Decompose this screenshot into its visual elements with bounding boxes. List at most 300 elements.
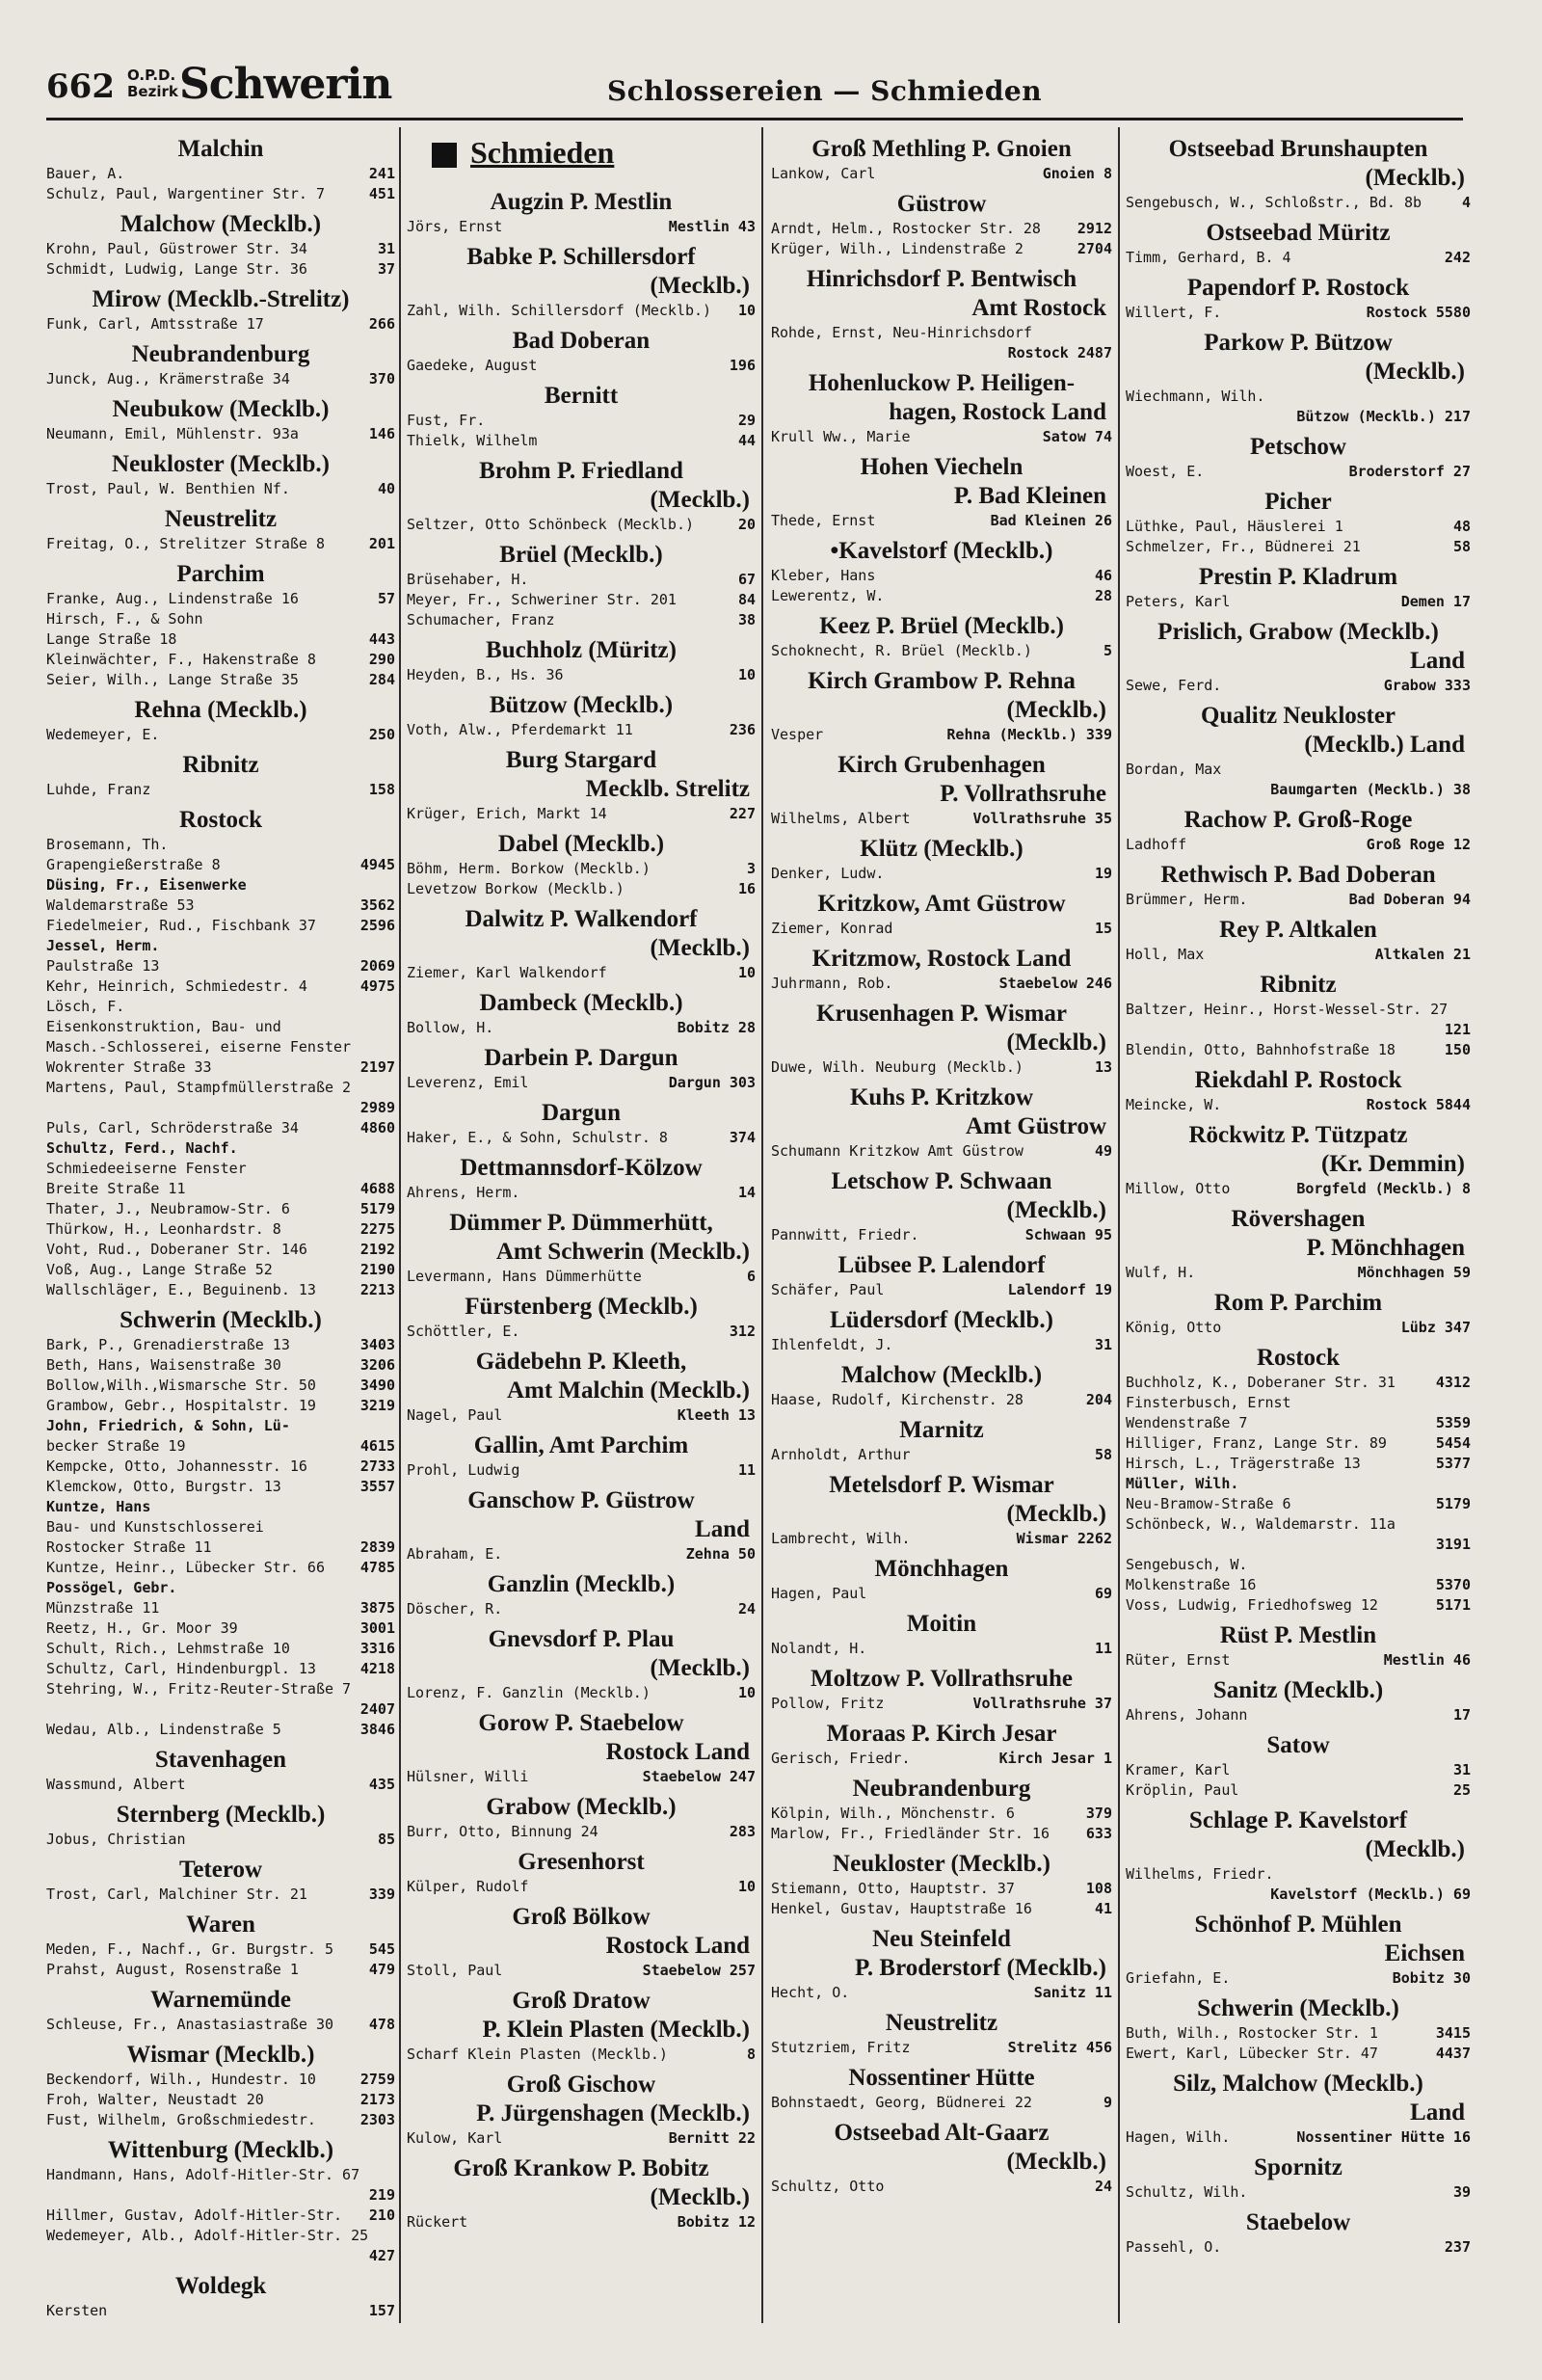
place-name: Groß Gischow <box>506 2072 656 2098</box>
list-item <box>46 314 395 334</box>
place-name: Staebelow <box>1245 2209 1351 2235</box>
place-heading <box>771 1850 1112 1879</box>
list-item <box>407 515 756 535</box>
entry-name: Hirsch, L., Trägerstraße 13 <box>1126 1455 1361 1472</box>
entry-name: Kuntze, Hans <box>46 1498 151 1515</box>
entry-name: Paulstraße 13 <box>46 957 160 975</box>
entry-phone: 3557 <box>359 1478 395 1495</box>
list-item <box>1126 1263 1471 1283</box>
place-name: Parkow P. Bützow <box>1204 330 1393 356</box>
place-name-continued: (Mecklb.) <box>650 273 750 299</box>
entry-phone: 339 <box>368 1885 395 1903</box>
list-item <box>46 1260 395 1280</box>
list-item <box>407 301 756 321</box>
entry-phone: 10 <box>737 1878 756 1895</box>
entry-name: Hillmer, Gustav, Adolf-Hitler-Str. <box>46 2206 343 2224</box>
place-heading <box>771 1251 1112 1280</box>
list-item <box>407 1961 756 1981</box>
place-name: Schönhof P. Mühlen <box>1194 1912 1402 1938</box>
entry-name: Fust, Fr. <box>407 412 486 429</box>
entry-name: Handmann, Hans, Adolf-Hitler-Str. 67 <box>46 2166 360 2183</box>
place-name-continued: P. Vollrathsruhe <box>940 781 1106 807</box>
entry-name: Fust, Wilhelm, Großschmiedestr. <box>46 2111 316 2128</box>
place-name-continued: Amt Güstrow <box>965 1113 1106 1139</box>
place-name: Malchow (Mecklb.) <box>120 211 322 237</box>
list-item <box>771 219 1112 239</box>
place-name: Teterow <box>178 1857 263 1883</box>
entry-name: Meyer, Fr., Schweriner Str. 201 <box>407 591 677 608</box>
list-item <box>46 164 395 184</box>
place-heading <box>771 667 1112 725</box>
place-name: Neustrelitz <box>164 506 278 532</box>
list-item <box>771 641 1112 661</box>
entry-phone: 84 <box>737 591 756 608</box>
entry-name: Martens, Paul, Stampfmüllerstraße 2 <box>46 1079 352 1096</box>
place-name: Rostock <box>1256 1345 1341 1371</box>
entry-name: Hülsner, Willi <box>407 1768 529 1785</box>
entry-name: Hecht, O. <box>771 1984 850 2001</box>
place-name: Prislich, Grabow (Mecklb.) <box>1157 619 1439 645</box>
entry-phone: 40 <box>377 480 395 497</box>
entry-name: Trost, Carl, Malchiner Str. 21 <box>46 1885 307 1903</box>
list-item <box>46 1118 395 1138</box>
entry-name: Schäfer, Paul <box>771 1281 885 1298</box>
place-heading <box>407 327 756 356</box>
place-name: Dümmer P. Dümmerhütt, <box>449 1210 713 1236</box>
list-item <box>771 2177 1112 2197</box>
entry-phone: 48 <box>1452 518 1471 535</box>
place-heading <box>771 612 1112 641</box>
entry-name: Thede, Ernst <box>771 512 876 529</box>
place-name-continued: (Mecklb.) <box>1006 1030 1106 1056</box>
list-item <box>771 864 1112 884</box>
entry-name: Hilliger, Franz, Lange Str. 89 <box>1126 1434 1387 1452</box>
entry-name: Juhrmann, Rob. <box>771 975 893 992</box>
entry-phone: 14 <box>737 1184 756 1201</box>
list-item <box>1126 1575 1471 1595</box>
place-heading <box>771 1000 1112 1057</box>
place-heading <box>407 1154 756 1183</box>
list-item <box>407 1683 756 1703</box>
place-heading <box>46 2136 395 2165</box>
list-item <box>46 1639 395 1659</box>
entry-phone: 11 <box>737 1461 756 1479</box>
list-item <box>46 1457 395 1477</box>
list-item <box>46 670 395 690</box>
list-item <box>771 239 1112 259</box>
place-name: Fürstenberg (Mecklb.) <box>465 1294 698 1320</box>
entry-name: becker Straße 19 <box>46 1437 186 1455</box>
place-name: Gädebehn P. Kleeth, <box>475 1349 687 1375</box>
entry-phone: 227 <box>729 805 756 822</box>
entry-name: Passehl, O. <box>1126 2238 1222 2256</box>
entry-name: Jobus, Christian <box>46 1831 186 1848</box>
entry-phone: 31 <box>377 240 395 257</box>
entry-name: Masch.-Schlosserei, eiserne Fenster <box>46 1038 352 1056</box>
list-item <box>771 1529 1112 1549</box>
list-item <box>771 1225 1112 1245</box>
entry-phone: 24 <box>737 1600 756 1618</box>
list-item <box>46 1416 395 1436</box>
list-item <box>46 1335 395 1355</box>
entry-name: Wokrenter Straße 33 <box>46 1058 212 1076</box>
list-item <box>46 1355 395 1376</box>
place-name: Malchin <box>177 136 264 162</box>
list-item <box>407 1599 756 1619</box>
place-name: Rethwisch P. Bad Doberan <box>1160 862 1436 888</box>
list-item <box>407 859 756 879</box>
list-item <box>407 570 756 590</box>
place-heading <box>46 1856 395 1885</box>
list-item <box>771 1639 1112 1659</box>
entry-phone: 4860 <box>359 1119 395 1137</box>
entry-phone: Bobitz 30 <box>1392 1969 1471 1987</box>
place-name: Hohenluckow P. Heiligen- <box>808 370 1076 396</box>
list-item <box>1126 1000 1471 1020</box>
entry-phone: 3191 <box>1435 1536 1471 1553</box>
entry-name: Franke, Aug., Lindenstraße 16 <box>46 590 299 607</box>
place-name: Silz, Malchow (Mecklb.) <box>1173 2071 1423 2097</box>
list-item <box>771 974 1112 994</box>
entry-name: Schoknecht, R. Brüel (Mecklb.) <box>771 642 1032 659</box>
place-name: Rachow P. Groß-Roge <box>1183 807 1413 833</box>
place-heading <box>1126 2153 1471 2182</box>
place-name: Lüdersdorf (Mecklb.) <box>830 1307 1053 1333</box>
place-name: Lübsee P. Lalendorf <box>837 1252 1046 1278</box>
place-name-continued: Amt Schwerin (Mecklb.) <box>495 1239 750 1265</box>
place-name-continued: (Mecklb.) <box>1365 359 1465 385</box>
list-item <box>46 1057 395 1078</box>
place-heading <box>1126 274 1471 303</box>
list-item <box>46 1159 395 1179</box>
list-item <box>46 2110 395 2130</box>
entry-name: Ladhoff <box>1126 836 1187 853</box>
entry-phone: 2069 <box>359 957 395 975</box>
list-item <box>46 1598 395 1618</box>
place-name: Augzin P. Mestlin <box>490 189 673 215</box>
entry-name: Schleuse, Fr., Anastasiastraße 30 <box>46 2016 334 2033</box>
list-item <box>46 936 395 956</box>
place-heading <box>1126 1621 1471 1650</box>
entry-phone: 283 <box>729 1823 756 1840</box>
entry-phone: Mönchhagen 59 <box>1357 1264 1471 1281</box>
entry-name: Ziemer, Konrad <box>771 920 893 937</box>
entry-phone: 5377 <box>1435 1455 1471 1472</box>
entry-name: Seltzer, Otto Schönbeck (Mecklb.) <box>407 516 695 533</box>
entry-phone: Sanitz 11 <box>1033 1984 1112 2001</box>
entry-name: Kramer, Karl <box>1126 1761 1231 1778</box>
entry-phone: 37 <box>377 260 395 278</box>
list-item <box>46 875 395 896</box>
list-item <box>771 1141 1112 1162</box>
entry-name: Puls, Carl, Schröderstraße 34 <box>46 1119 299 1137</box>
district-city: Schwerin <box>179 60 392 109</box>
place-name: Neubukow (Mecklb.) <box>112 396 330 422</box>
list-item <box>46 2070 395 2090</box>
list-item <box>1126 2127 1471 2148</box>
list-item <box>46 184 395 204</box>
list-item <box>46 780 395 800</box>
entry-name: Grambow, Gebr., Hospitalstr. 19 <box>46 1397 316 1414</box>
list-item <box>46 1179 395 1199</box>
entry-phone: 3316 <box>359 1640 395 1657</box>
entry-name: Kempcke, Otto, Johannesstr. 16 <box>46 1457 307 1475</box>
place-heading <box>407 1044 756 1073</box>
entry-phone: 2596 <box>359 917 395 934</box>
black-square-marker <box>432 143 457 168</box>
list-item <box>1126 780 1471 800</box>
place-name-continued: Eichsen <box>1384 1940 1465 1966</box>
place-heading <box>1126 806 1471 835</box>
list-item <box>46 976 395 997</box>
entry-phone: 451 <box>368 185 395 202</box>
entry-name: Wilhelms, Albert <box>771 810 911 827</box>
place-heading <box>407 636 756 665</box>
entry-name: Bollow,Wilh.,Wismarsche Str. 50 <box>46 1377 316 1394</box>
entry-name: Schult, Rich., Lehmstraße 10 <box>46 1640 290 1657</box>
entry-name: Bohnstaedt, Georg, Büdnerei 22 <box>771 2094 1032 2111</box>
list-item <box>1126 1373 1471 1393</box>
entry-name: Lange Straße 18 <box>46 630 177 648</box>
directory-column-4 <box>1126 129 1471 2258</box>
entry-phone: 5171 <box>1435 1596 1471 1614</box>
place-heading <box>407 1903 756 1961</box>
list-item <box>46 896 395 916</box>
place-heading <box>1126 1806 1471 1864</box>
entry-name: Funk, Carl, Amtsstraße 17 <box>46 315 264 333</box>
place-name: Neustrelitz <box>885 2010 998 2036</box>
entry-name: Krüger, Erich, Markt 14 <box>407 805 607 822</box>
entry-name: Wedau, Alb., Lindenstraße 5 <box>46 1721 281 1738</box>
list-item <box>46 2301 395 2321</box>
place-name: Gorow P. Staebelow <box>478 1710 684 1736</box>
place-heading <box>1126 1205 1471 1263</box>
list-item <box>771 511 1112 531</box>
entry-phone: 3562 <box>359 896 395 914</box>
list-item <box>1126 517 1471 537</box>
entry-phone: 85 <box>377 1831 395 1848</box>
entry-phone: 6 <box>746 1268 756 1285</box>
place-name-continued: P. Jürgenshagen (Mecklb.) <box>476 2100 750 2126</box>
entry-phone: 4218 <box>359 1660 395 1677</box>
entry-phone: 2839 <box>359 1538 395 1556</box>
place-heading <box>1126 702 1471 760</box>
place-name-continued: Land <box>695 1516 750 1542</box>
place-heading <box>1126 2070 1471 2127</box>
list-item <box>1126 945 1471 965</box>
place-name: Babke P. Schillersdorf <box>466 244 696 270</box>
place-name: Dabel (Mecklb.) <box>497 831 665 857</box>
list-item <box>771 343 1112 363</box>
place-name: Satow <box>1266 1732 1330 1758</box>
list-item <box>1126 2237 1471 2258</box>
place-name: Rüst P. Mestlin <box>1219 1622 1377 1648</box>
entry-name: Gaedeke, August <box>407 357 538 374</box>
place-name: Groß Bölkow <box>512 1904 651 1930</box>
entry-name: Brüsehaber, H. <box>407 571 529 588</box>
entry-name: Schmelzer, Fr., Büdnerei 21 <box>1126 538 1361 555</box>
list-item <box>46 1037 395 1057</box>
list-item <box>407 1322 756 1342</box>
list-item <box>1126 1095 1471 1115</box>
entry-phone: Bützow (Mecklb.) 217 <box>1296 408 1471 425</box>
entry-phone: Bad Kleinen 26 <box>990 512 1112 529</box>
entry-phone: 57 <box>377 590 395 607</box>
place-heading <box>407 2154 756 2212</box>
entry-phone: 4437 <box>1435 2045 1471 2062</box>
entry-phone: 16 <box>737 880 756 897</box>
place-name: Bützow (Mecklb.) <box>489 692 674 718</box>
entry-phone: Gnoien 8 <box>1042 165 1112 182</box>
list-item <box>1126 303 1471 323</box>
list-item <box>1126 1514 1471 1535</box>
entry-phone: 108 <box>1085 1880 1112 1897</box>
place-name: Klütz (Mecklb.) <box>860 836 1024 862</box>
entry-phone: 49 <box>1094 1142 1112 1160</box>
list-item <box>46 479 395 499</box>
entry-phone: 3846 <box>359 1721 395 1738</box>
list-item <box>407 804 756 824</box>
list-item <box>407 1460 756 1481</box>
entry-name: Kölpin, Wilh., Mönchenstr. 6 <box>771 1805 1015 1822</box>
list-item <box>1126 407 1471 427</box>
entry-phone: Altkalen 21 <box>1374 946 1471 963</box>
entry-name: Wassmund, Albert <box>46 1776 186 1793</box>
entry-name: Grapengießerstraße 8 <box>46 856 221 873</box>
place-heading <box>46 285 395 314</box>
entry-phone: Borgfeld (Mecklb.) 8 <box>1296 1180 1471 1197</box>
place-name: Keez P. Brüel (Mecklb.) <box>819 613 1064 639</box>
entry-phone: 20 <box>737 516 756 533</box>
place-name: Wismar (Mecklb.) <box>126 2042 315 2068</box>
entry-name: Brümmer, Herm. <box>1126 891 1248 908</box>
list-item <box>1126 537 1471 557</box>
place-heading <box>771 1306 1112 1335</box>
place-heading <box>771 453 1112 511</box>
place-heading <box>771 2119 1112 2177</box>
place-name-continued: (Mecklb.) <box>1365 165 1465 191</box>
entry-name: Haker, E., & Sohn, Schulstr. 8 <box>407 1129 668 1146</box>
entry-name: Düsing, Fr., Eisenwerke <box>46 876 247 894</box>
entry-name: Bordan, Max <box>1126 761 1222 778</box>
place-heading <box>771 1610 1112 1639</box>
place-name: Gnevsdorf P. Plau <box>488 1626 675 1652</box>
place-heading <box>771 945 1112 974</box>
entry-phone: 4975 <box>359 977 395 995</box>
place-heading <box>1126 1289 1471 1318</box>
list-item <box>1126 387 1471 407</box>
place-heading <box>46 505 395 534</box>
entry-name: Schultz, Wilh. <box>1126 2183 1248 2201</box>
place-heading <box>46 1306 395 1335</box>
list-item <box>771 1804 1112 1824</box>
entry-name: Pollow, Fritz <box>771 1695 885 1712</box>
place-heading <box>1126 1911 1471 1968</box>
entry-name: Wallschläger, E., Beguinenb. 13 <box>46 1281 316 1298</box>
list-item <box>46 259 395 280</box>
list-item <box>46 1659 395 1679</box>
list-item <box>407 411 756 431</box>
list-item <box>46 1376 395 1396</box>
place-name: Buchholz (Müritz) <box>486 637 677 663</box>
list-item <box>1126 1494 1471 1514</box>
entry-phone: 201 <box>368 535 395 552</box>
place-name-continued: (Mecklb.) <box>650 487 750 513</box>
place-name: Brüel (Mecklb.) <box>499 542 663 568</box>
list-item <box>1126 1040 1471 1060</box>
entry-phone: 210 <box>368 2206 395 2224</box>
place-name: Moltzow P. Vollrathsruhe <box>811 1666 1073 1692</box>
place-name: Stavenhagen <box>154 1747 287 1773</box>
entry-name: Eisenkonstruktion, Bau- und <box>46 1018 281 1035</box>
entry-name: Wiechmann, Wilh. <box>1126 388 1265 405</box>
entry-name: Rückert <box>407 2213 468 2231</box>
page-number: 662 <box>46 67 115 106</box>
list-item <box>1126 1318 1471 1338</box>
place-name: Neu Steinfeld <box>872 1926 1011 1952</box>
entry-name: Külper, Rudolf <box>407 1878 529 1895</box>
list-item <box>46 2165 395 2185</box>
place-name: Rom P. Parchim <box>1213 1290 1383 1316</box>
entry-phone: 312 <box>729 1323 756 1340</box>
directory-column-2 <box>407 129 756 2233</box>
entry-name: Arnholdt, Arthur <box>771 1446 911 1463</box>
list-item <box>1126 835 1471 855</box>
directory-column-3 <box>771 129 1112 2197</box>
place-heading <box>46 696 395 725</box>
entry-name: Schulz, Paul, Wargentiner Str. 7 <box>46 185 325 202</box>
place-heading <box>407 905 756 963</box>
list-item <box>771 1694 1112 1714</box>
place-heading <box>407 1987 756 2045</box>
list-item <box>407 720 756 740</box>
place-name: Riekdahl P. Rostock <box>1194 1067 1402 1093</box>
place-heading <box>46 1746 395 1775</box>
list-item <box>1126 1780 1471 1801</box>
entry-phone: 237 <box>1444 2238 1471 2256</box>
list-item <box>1126 1760 1471 1780</box>
entry-name: Kersten <box>46 2302 108 2319</box>
entry-name: Scharf Klein Plasten (Mecklb.) <box>407 2046 668 2063</box>
place-name: Ganzlin (Mecklb.) <box>487 1571 676 1597</box>
entry-name: Breite Straße 11 <box>46 1180 186 1197</box>
entry-phone: 266 <box>368 315 395 333</box>
entry-name: Vesper <box>771 726 824 743</box>
list-item <box>1126 1020 1471 1040</box>
list-item <box>46 1618 395 1639</box>
place-heading <box>1126 618 1471 676</box>
entry-phone: 204 <box>1085 1391 1112 1408</box>
list-item <box>407 1183 756 1203</box>
entry-name: Wulf, H. <box>1126 1264 1196 1281</box>
place-name: Woldegk <box>174 2273 267 2299</box>
entry-name: Schmiedeeiserne Fenster <box>46 1160 247 1177</box>
place-name: Dalwitz P. Walkendorf <box>465 906 698 932</box>
entry-name: Sengebusch, W. <box>1126 1556 1248 1573</box>
entry-phone: 150 <box>1444 1041 1471 1058</box>
entry-phone: 2213 <box>359 1281 395 1298</box>
place-heading <box>407 1570 756 1599</box>
place-heading <box>771 1167 1112 1225</box>
entry-phone: 196 <box>729 357 756 374</box>
entry-phone: 38 <box>737 611 756 628</box>
place-name: Groß Krankow P. Bobitz <box>453 2155 709 2181</box>
place-heading <box>46 210 395 239</box>
entry-phone: Broderstorf 27 <box>1348 463 1471 480</box>
place-name: Burg Stargard <box>505 747 657 773</box>
entry-name: Luhde, Franz <box>46 781 151 798</box>
place-name: Waren <box>186 1912 255 1938</box>
